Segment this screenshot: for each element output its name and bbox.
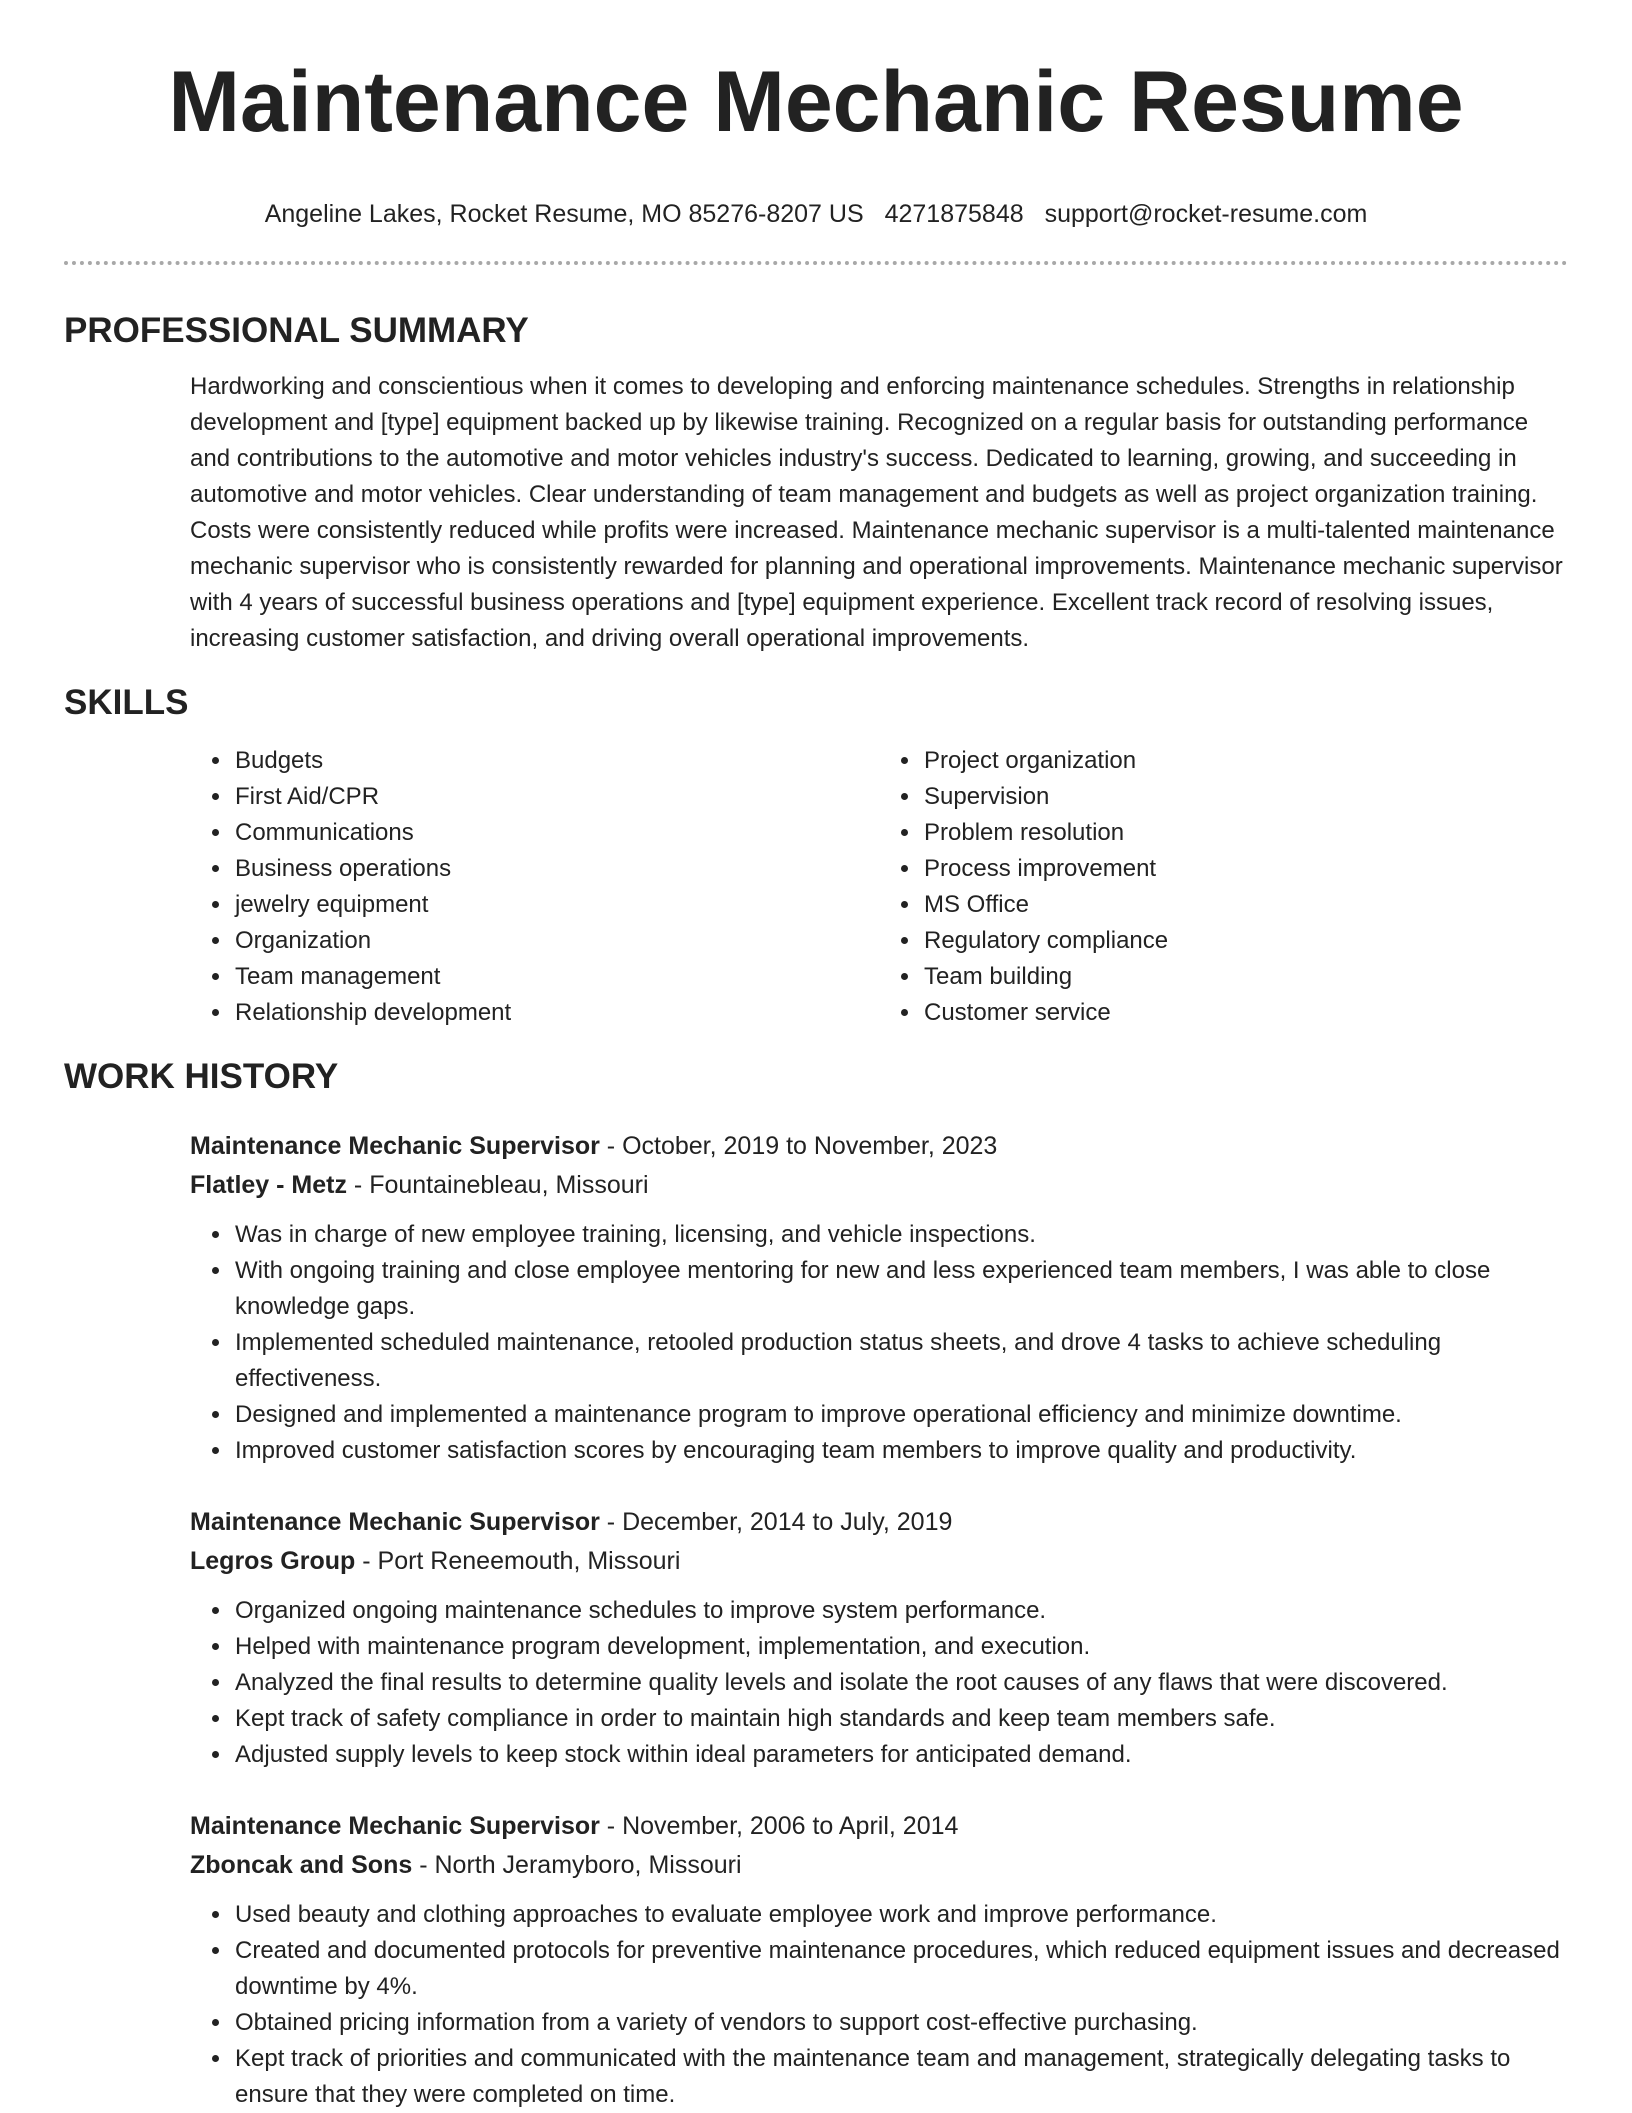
job-bullet-item: • Kept track of priorities and communicated with the maintenance team and management, strategically delegating tasks to ensure that they were completed on time.	[233, 2041, 1568, 2113]
job-dates: - November, 2006 to April, 2014	[599, 1812, 959, 1840]
contact-info	[0, 198, 1632, 230]
job-company: Zboncak and Sons	[190, 1851, 413, 1879]
work-history-list	[0, 1127, 1632, 2113]
contact-email: support@rocket-resume.com	[1044, 200, 1368, 228]
job-company: Legros Group	[190, 1547, 356, 1575]
job-bullet-item: • Analyzed the final results to determine quality levels and isolate the root causes of any flaws that were discovered.	[233, 1665, 1568, 1701]
job-bullet-item: • Adjusted supply levels to keep stock within ideal parameters for anticipated demand.	[233, 1737, 1568, 1773]
skill-item: • Regulatory compliance	[922, 923, 1568, 959]
job-bullet-item: • With ongoing training and close employee mentoring for new and less experienced team members, I was able to close knowledge gaps.	[233, 1253, 1568, 1325]
summary-text: Hardworking and conscientious when it comes to developing and enforcing maintenance schedules. Strengths in relationship development and [type] equipment backed up by likewise training. Recognized on a regular basis for outstanding performance and contributions to the automotive and motor vehicles industry's success. Dedicated to learning, growing, and succeeding in automotive and motor vehicles. Clear understanding of team management and budgets as well as project organization training. Costs were consistently reduced while profits were increased. Maintenance mechanic supervisor is a multi-talented maintenance mechanic supervisor who is consistently rewarded for planning and operational improvements. Maintenance mechanic supervisor with 4 years of successful business operations and [type] equipment experience. Excellent track record of resolving issues, increasing customer satisfaction, and driving overall operational improvements.	[190, 373, 1563, 652]
skills-heading: SKILLS	[64, 683, 189, 722]
skill-item: • Business operations	[233, 851, 879, 887]
skills-column-left	[190, 743, 879, 1031]
skill-item: • Organization	[233, 923, 879, 959]
skill-item: • jewelry equipment	[233, 887, 879, 923]
skill-item: • Relationship development	[233, 995, 879, 1031]
job-bullet-item: • Obtained pricing information from a variety of vendors to support cost-effective purchasing.	[233, 2005, 1568, 2041]
skill-item: • Communications	[233, 815, 879, 851]
skill-item: • Team building	[922, 959, 1568, 995]
skill-item: • Process improvement	[922, 851, 1568, 887]
job-title-line	[190, 1127, 1568, 1166]
skill-item: • MS Office	[922, 887, 1568, 923]
job-bullet-item: • Implemented scheduled maintenance, retooled production status sheets, and drove 4 tasks to achieve scheduling effectiveness.	[233, 1325, 1568, 1397]
skills-column-right	[879, 743, 1568, 1031]
job-bullet-item: • Used beauty and clothing approaches to evaluate employee work and improve performance.	[233, 1897, 1568, 1933]
job-location: - Port Reneemouth, Missouri	[355, 1547, 681, 1575]
contact-address: Angeline Lakes, Rocket Resume, MO 85276-8207 US	[264, 200, 864, 228]
skill-item: • Customer service	[922, 995, 1568, 1031]
job-bullet-item: • Improved customer satisfaction scores by encouraging team members to improve quality and productivity.	[233, 1433, 1568, 1469]
job-company-line	[190, 1846, 1568, 1885]
job-title: Maintenance Mechanic Supervisor	[190, 1812, 600, 1840]
contact-phone: 4271875848	[884, 200, 1024, 228]
job-bullet-item: • Kept track of safety compliance in order to maintain high standards and keep team members safe.	[233, 1701, 1568, 1737]
skill-item: • Budgets	[233, 743, 879, 779]
job-entry	[190, 1807, 1568, 2113]
job-location: - Fountainebleau, Missouri	[346, 1171, 649, 1199]
job-entry	[190, 1127, 1568, 1469]
job-title: Maintenance Mechanic Supervisor	[190, 1132, 600, 1160]
skill-item: • Project organization	[922, 743, 1568, 779]
work-history-heading: WORK HISTORY	[64, 1057, 339, 1096]
job-bullet-item: • Helped with maintenance program development, implementation, and execution.	[233, 1629, 1568, 1665]
skill-item: • Team management	[233, 959, 879, 995]
header-divider	[64, 261, 1568, 265]
resume-title: Maintenance Mechanic Resume	[168, 54, 1464, 150]
job-bullet-item: • Was in charge of new employee training, licensing, and vehicle inspections.	[233, 1217, 1568, 1253]
job-company-line	[190, 1542, 1568, 1581]
job-bullet-item: • Designed and implemented a maintenance program to improve operational efficiency and minimize downtime.	[233, 1397, 1568, 1433]
job-company: Flatley - Metz	[190, 1171, 347, 1199]
job-bullets	[190, 1593, 1568, 1773]
job-bullet-item: • Organized ongoing maintenance schedules to improve system performance.	[233, 1593, 1568, 1629]
job-bullet-item: • Created and documented protocols for preventive maintenance procedures, which reduced equipment issues and decreased downtime by 4%.	[233, 1933, 1568, 2005]
job-entry	[190, 1503, 1568, 1773]
job-title-line	[190, 1503, 1568, 1542]
job-location: - North Jeramyboro, Missouri	[412, 1851, 742, 1879]
job-dates: - October, 2019 to November, 2023	[599, 1132, 998, 1160]
skill-item: • Problem resolution	[922, 815, 1568, 851]
skill-item: • Supervision	[922, 779, 1568, 815]
job-title: Maintenance Mechanic Supervisor	[190, 1508, 600, 1536]
job-bullets	[190, 1217, 1568, 1469]
job-company-line	[190, 1166, 1568, 1205]
skills-list	[190, 743, 1568, 1031]
job-bullets	[190, 1897, 1568, 2113]
skill-item: • First Aid/CPR	[233, 779, 879, 815]
summary-heading: PROFESSIONAL SUMMARY	[64, 311, 529, 350]
job-dates: - December, 2014 to July, 2019	[599, 1508, 953, 1536]
job-title-line	[190, 1807, 1568, 1846]
